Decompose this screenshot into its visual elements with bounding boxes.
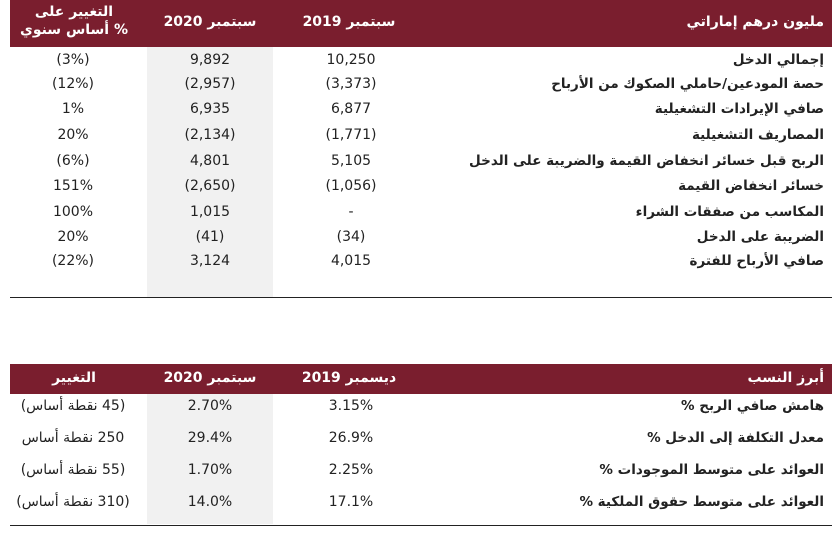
- row-label: صافي الأرباح للفترة: [689, 253, 824, 269]
- value-2019-cell: (3,373): [325, 76, 377, 92]
- header-change: التغيير: [52, 370, 96, 386]
- table-row: [10, 150, 832, 175]
- change-cell: (310 نقطة أساس): [16, 494, 130, 510]
- value-2019-cell: (1,056): [325, 178, 377, 194]
- value-2019-cell: (1,771): [325, 127, 377, 143]
- value-2020-cell: 1,015: [189, 204, 231, 220]
- value-2020-cell: 29.4%: [187, 430, 233, 446]
- value-2019-cell: (34): [336, 229, 366, 245]
- table-row: [10, 175, 832, 201]
- value-2019-cell: 4,015: [330, 253, 372, 269]
- row-label: الربح قبل خسائر انخفاض القيمة والضريبة على الدخل: [469, 153, 824, 169]
- value-2019-cell: -: [348, 204, 354, 220]
- row-label: العوائد على متوسط الموجودات %: [599, 462, 824, 478]
- row-label: معدل التكلفة إلى الدخل %: [647, 430, 824, 446]
- row-label: العوائد على متوسط حقوق الملكية %: [579, 494, 824, 510]
- value-2019-cell: 6,877: [330, 101, 372, 117]
- change-cell: 20%: [57, 127, 89, 143]
- value-2019-cell: 10,250: [326, 52, 376, 68]
- value-2020-cell: (2,650): [184, 178, 236, 194]
- table-row: [10, 491, 832, 523]
- header-2019: ديسمبر 2019: [301, 370, 397, 386]
- header-label: أبرز النسب: [747, 370, 824, 386]
- value-2020-cell: 14.0%: [187, 494, 233, 510]
- change-cell: (22%): [51, 253, 95, 269]
- table-row: [10, 395, 832, 427]
- table-header: [10, 0, 832, 47]
- row-label: المكاسب من صفقات الشراء: [635, 204, 824, 220]
- value-2020-cell: 9,892: [189, 52, 231, 68]
- table-body: [10, 49, 832, 274]
- header-label: مليون درهم إماراتي: [686, 14, 824, 30]
- table-row: [10, 98, 832, 124]
- row-label: حصة المودعين/حاملي الصكوك من الأرباح: [551, 76, 824, 92]
- value-2019-cell: 17.1%: [328, 494, 374, 510]
- change-cell: 151%: [52, 178, 94, 194]
- row-label: الضريبة على الدخل: [696, 229, 824, 245]
- header-change: التغيير على أساس سنوي %: [19, 4, 128, 38]
- value-2019-cell: 3.15%: [328, 398, 374, 414]
- value-2020-cell: 1.70%: [187, 462, 233, 478]
- change-cell: 100%: [52, 204, 94, 220]
- value-2019-cell: 2.25%: [328, 462, 374, 478]
- change-cell: (3%): [56, 52, 90, 68]
- value-2020-cell: 4,801: [189, 153, 231, 169]
- row-label: خسائر انخفاض القيمة: [678, 178, 824, 194]
- table-row: [10, 250, 832, 274]
- change-cell: 1%: [61, 101, 85, 117]
- change-cell: (55 نقطة أساس): [20, 462, 126, 478]
- change-cell: (12%): [51, 76, 95, 92]
- row-label: إجمالي الدخل: [732, 52, 824, 68]
- row-label: هامش صافي الربح %: [680, 398, 824, 414]
- header-2020: سبتمبر 2020: [163, 370, 257, 386]
- value-2019-cell: 26.9%: [328, 430, 374, 446]
- income-statement-table: [10, 0, 832, 269]
- table-header: [10, 364, 832, 394]
- value-2020-cell: 3,124: [189, 253, 231, 269]
- table-row: [10, 73, 832, 98]
- change-cell: 250 نقطة أساس: [21, 430, 125, 446]
- header-2019: سبتمبر 2019: [302, 14, 396, 30]
- value-2020-cell: (41): [195, 229, 225, 245]
- key-ratios-table: [10, 364, 832, 510]
- value-2020-cell: 2.70%: [187, 398, 233, 414]
- header-2020: سبتمبر 2020: [163, 14, 257, 30]
- change-cell: (45 نقطة أساس): [20, 398, 126, 414]
- table-bottom-rule: [10, 525, 832, 526]
- change-cell: 20%: [57, 229, 89, 245]
- table-row: [10, 226, 832, 250]
- table-row: [10, 427, 832, 459]
- value-2019-cell: 5,105: [330, 153, 372, 169]
- value-2020-cell: (2,957): [184, 76, 236, 92]
- value-2020-cell: (2,134): [184, 127, 236, 143]
- row-label: المصاريف التشغيلية: [691, 127, 824, 143]
- table-body: [10, 395, 832, 523]
- row-label: صافي الإيرادات التشغيلية: [654, 101, 824, 117]
- value-2020-cell: 6,935: [189, 101, 231, 117]
- table-row: [10, 124, 832, 150]
- table-row: [10, 201, 832, 226]
- table-bottom-rule: [10, 297, 832, 298]
- table-row: [10, 459, 832, 491]
- table-row: [10, 49, 832, 73]
- change-cell: (6%): [56, 153, 90, 169]
